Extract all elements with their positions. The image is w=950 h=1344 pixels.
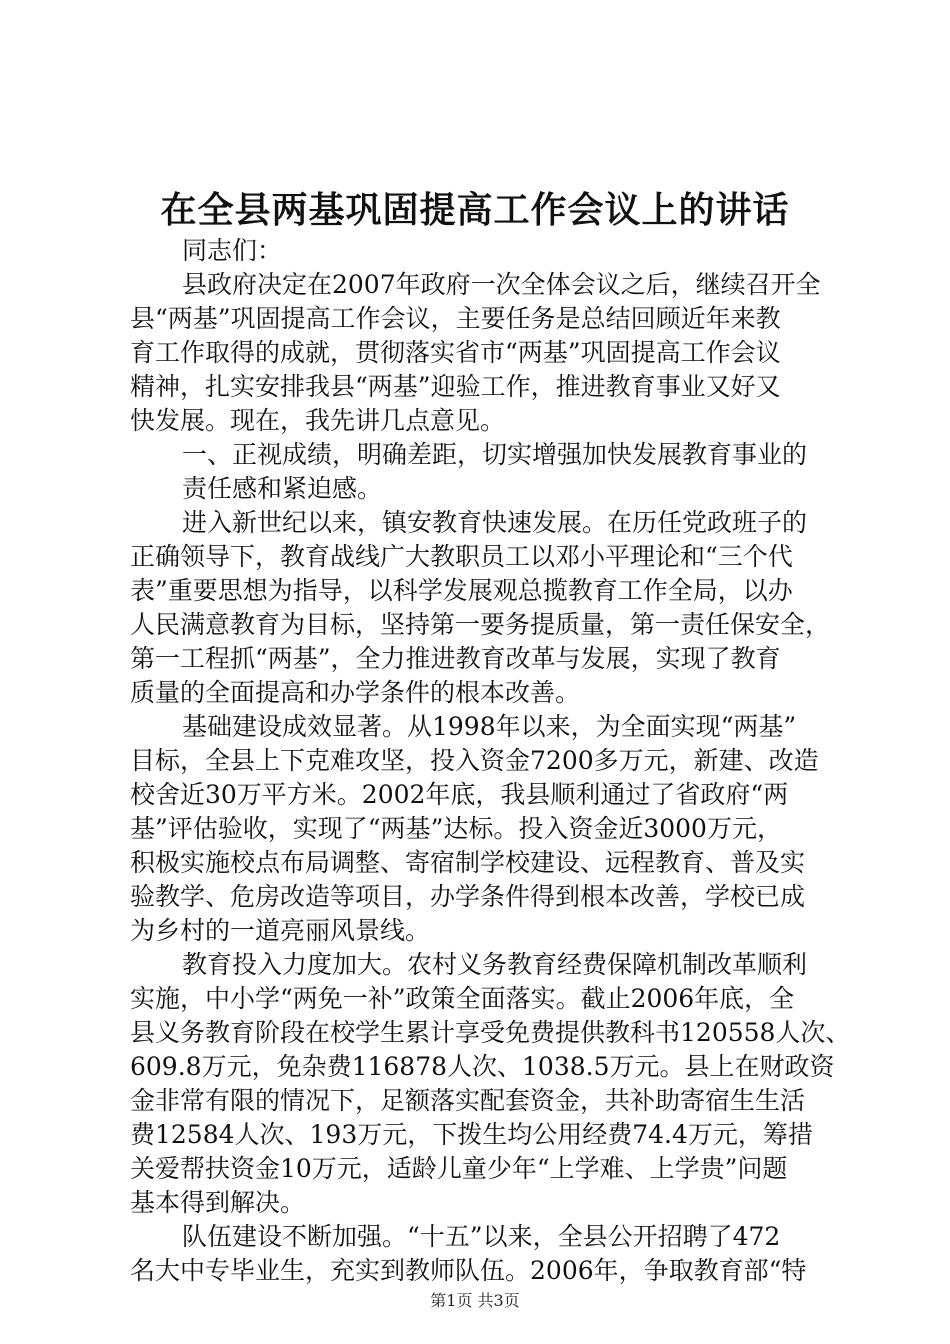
paragraph-line: 快发展。现在，我先讲几点意见。 — [130, 406, 506, 435]
paragraph-line: 育工作取得的成就，贯彻落实省市“两基”巩固提高工作会议 — [130, 338, 781, 367]
page-number: 第1页 共3页 — [430, 1291, 520, 1310]
salutation: 同志们： — [182, 236, 283, 265]
paragraph-line: 积极实施校点布局调整、寄宿制学校建设、远程教育、普及实 — [130, 848, 806, 877]
paragraph-line: 人民满意教育为目标，坚持第一要务提质量，第一责任保安全， — [130, 610, 831, 639]
paragraph-line: 基本得到解决。 — [130, 1188, 306, 1217]
paragraph-line: 教育投入力度加大。农村义务教育经费保障机制改革顺利 — [182, 950, 808, 979]
paragraph-line: 表”重要思想为指导，以科学发展观总揽教育工作全局，以办 — [130, 576, 793, 605]
paragraph-line: 正确领导下，教育战线广大教职员工以邓小平理论和“三个代 — [130, 542, 793, 571]
section-heading: 责任感和紧迫感。 — [182, 474, 383, 503]
paragraph-line: 县“两基”巩固提高工作会议，主要任务是总结回顾近年来教 — [130, 304, 781, 333]
paragraph-line: 验教学、危房改造等项目，办学条件得到根本改善，学校已成 — [130, 882, 806, 911]
paragraph-line: 进入新世纪以来，镇安教育快速发展。在历任党政班子的 — [182, 508, 808, 537]
paragraph-line: 县政府决定在2007年政府一次全体会议之后，继续召开全 — [182, 270, 821, 299]
paragraph-line: 基础建设成效显著。从1998年以来，为全面实现“两基” — [182, 712, 797, 741]
paragraph-line: 基”评估验收，实现了“两基”达标。投入资金近3000万元， — [130, 814, 782, 843]
paragraph-line: 精神，扎实安排我县“两基”迎验工作，推进教育事业又好又 — [130, 372, 781, 401]
paragraph-line: 质量的全面提高和办学条件的根本改善。 — [130, 678, 581, 707]
paragraph-line: 关爱帮扶资金10万元，适龄儿童少年“上学难、上学贵”问题 — [130, 1154, 788, 1183]
paragraph-line: 校舍近30万平方米。2002年底，我县顺利通过了省政府“两 — [130, 780, 789, 809]
paragraph-line: 为乡村的一道亮丽风景线。 — [130, 916, 431, 945]
paragraph-line: 目标，全县上下克难攻坚，投入资金7200多万元，新建、改造 — [130, 746, 819, 775]
paragraph-line: 609.8万元，免杂费116878人次、1038.5万元。县上在财政资 — [130, 1052, 835, 1081]
paragraph-line: 县义务教育阶段在校学生累计享受免费提供教科书120558人次、 — [130, 1018, 851, 1047]
paragraph-line: 金非常有限的情况下，足额落实配套资金，共补助寄宿生生活 — [130, 1086, 806, 1115]
paragraph-line: 名大中专毕业生，充实到教师队伍。2006年，争取教育部“特 — [130, 1256, 807, 1285]
paragraph-line: 实施，中小学“两免一补”政策全面落实。截止2006年底，全 — [130, 984, 795, 1013]
section-heading: 一、正视成绩，明确差距，切实增强加快发展教育事业的 — [182, 440, 808, 469]
paragraph-line: 第一工程抓“两基”，全力推进教育改革与发展，实现了教育 — [130, 644, 781, 673]
paragraph-line: 队伍建设不断加强。“十五”以来，全县公开招聘了472 — [182, 1222, 781, 1251]
paragraph-line: 费12584人次、193万元，下拨生均公用经费74.4万元，筹措 — [130, 1120, 813, 1149]
document-title: 在全县两基巩固提高工作会议上的讲话 — [160, 189, 790, 231]
